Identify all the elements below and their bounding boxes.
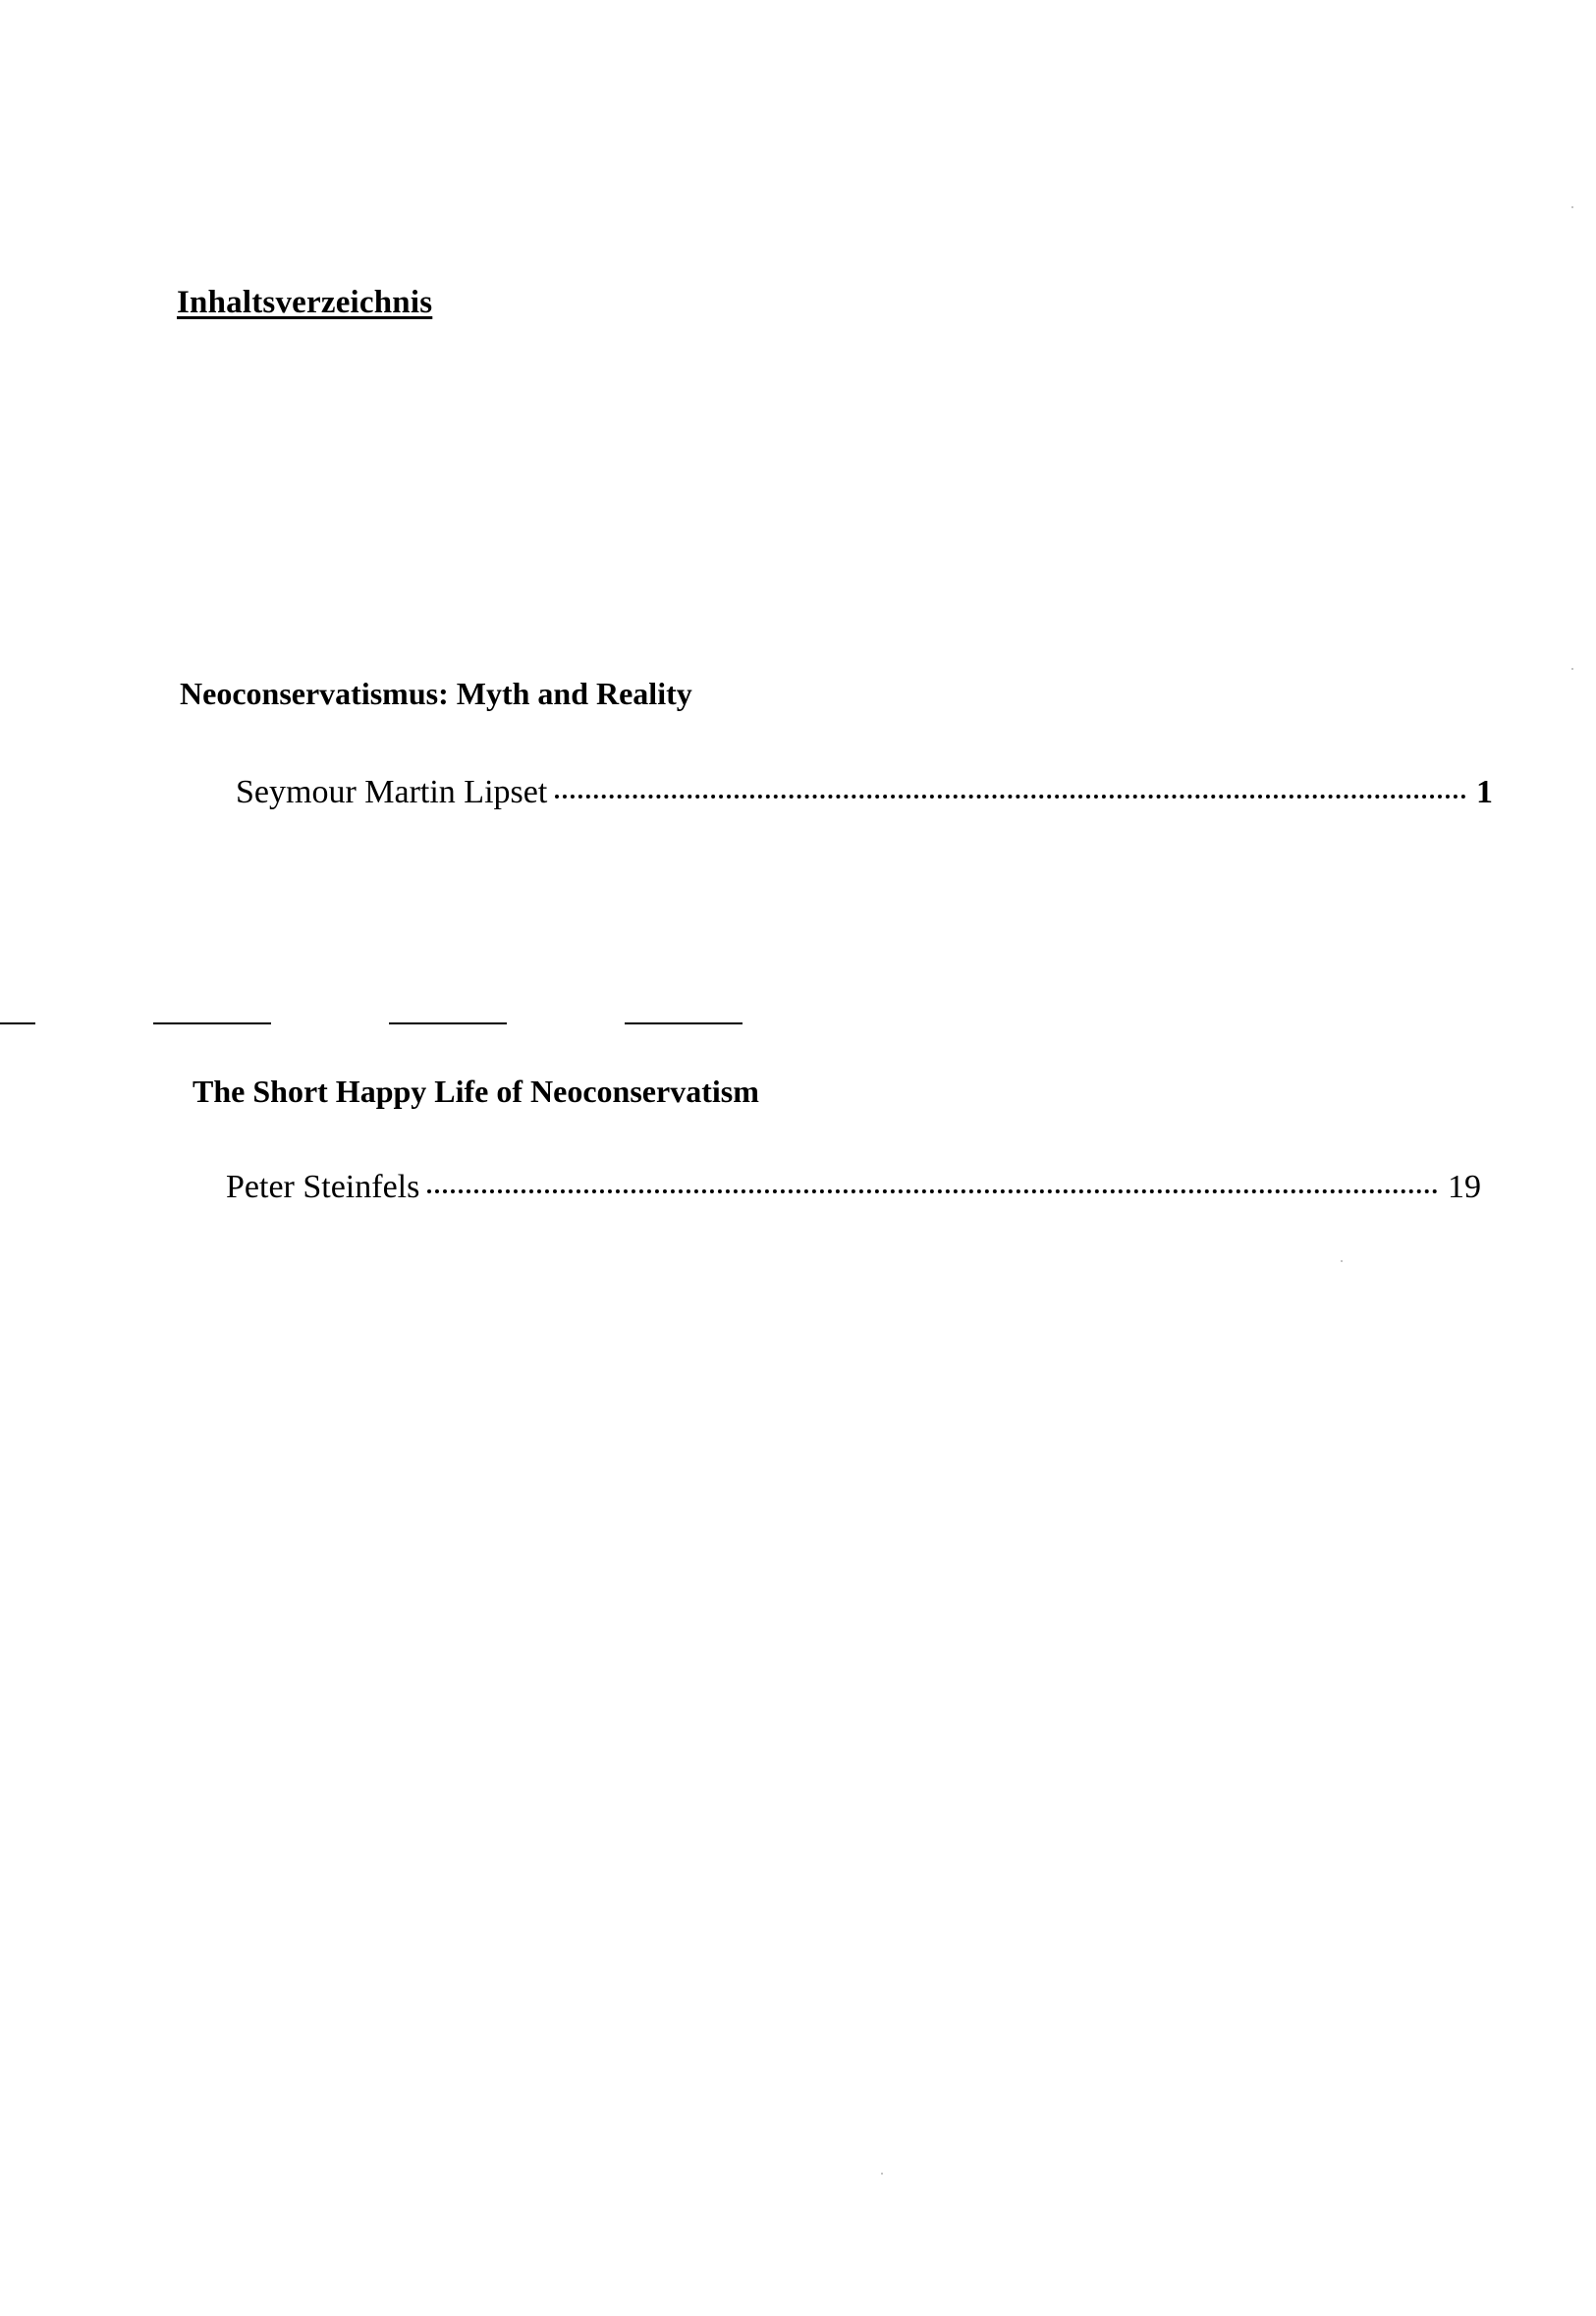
separator-rule bbox=[153, 1022, 271, 1024]
toc-heading: Inhaltsverzeichnis bbox=[177, 285, 433, 320]
dot-leader bbox=[427, 1189, 1438, 1193]
separator-rule bbox=[389, 1022, 507, 1024]
entry-author: Seymour Martin Lipset bbox=[236, 774, 548, 810]
scan-speck bbox=[881, 2173, 883, 2175]
scan-speck bbox=[1571, 206, 1573, 208]
entry-title: The Short Happy Life of Neoconservatism bbox=[193, 1074, 759, 1109]
entry-page-number: 1 bbox=[1476, 774, 1493, 810]
scan-speck bbox=[1341, 1260, 1343, 1262]
entry-title: Neoconservatismus: Myth and Reality bbox=[180, 676, 692, 711]
toc-entry bbox=[236, 774, 1493, 811]
entry-author: Peter Steinfels bbox=[226, 1169, 420, 1205]
separator-rule bbox=[0, 1022, 35, 1024]
dot-leader bbox=[555, 795, 1466, 799]
scan-speck bbox=[1571, 668, 1573, 670]
entry-page-number: 19 bbox=[1448, 1169, 1481, 1205]
separator-rule bbox=[625, 1022, 743, 1024]
toc-entry bbox=[226, 1169, 1481, 1206]
